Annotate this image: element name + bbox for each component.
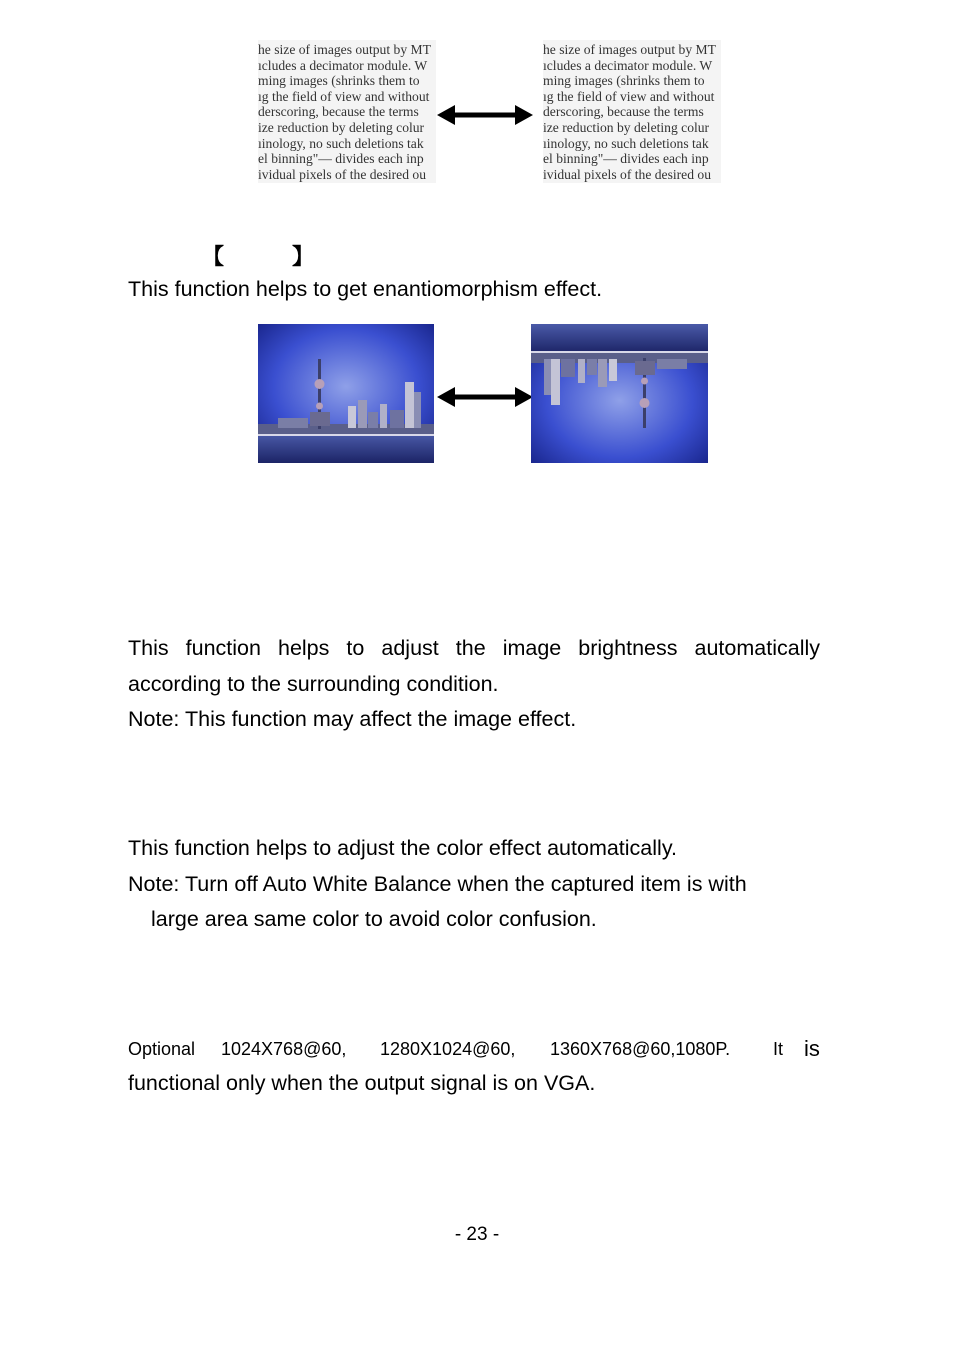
auto-brightness-line1: This function helps to adjust the image brightness automatically xyxy=(128,636,820,660)
sample-line: el binning"— divides each inp xyxy=(543,151,709,167)
city-photo-original xyxy=(258,324,434,463)
auto-brightness-note: Note: This function may affect the image effect. xyxy=(128,707,577,731)
double-arrow-icon xyxy=(437,384,533,410)
resolution-word: is xyxy=(804,1036,820,1061)
resolution-word: Optional xyxy=(128,1039,196,1059)
resolution-word: 1024X768@60, xyxy=(221,1039,347,1059)
text-sample-processed xyxy=(543,40,721,183)
sample-line: ıinology, no such deletions tak xyxy=(258,135,424,151)
auto-white-balance-note-line2: large area same color to avoid color confusion. xyxy=(151,907,597,931)
double-arrow-icon xyxy=(437,102,533,128)
resolution-line2: functional only when the output signal is on VGA. xyxy=(128,1071,596,1095)
sample-line: ividual pixels of the desired ou xyxy=(543,166,711,182)
sample-line: ividual pixels of the desired ou xyxy=(258,166,426,182)
resolution-word: 1280X1024@60, xyxy=(380,1039,516,1059)
sample-line: derscoring, because the terms xyxy=(258,104,419,120)
sample-line: ize reduction by deleting colur xyxy=(543,119,710,135)
section-bracket-open: 【 xyxy=(202,245,225,270)
auto-white-balance-note-line1: Note: Turn off Auto White Balance when the captured item is with xyxy=(128,872,747,896)
auto-brightness-line2: according to the surrounding condition. xyxy=(128,672,499,696)
sample-line: he size of images output by MT xyxy=(258,42,431,57)
sample-line: ıg the field of view and without xyxy=(258,88,430,104)
page-number: - 23 - xyxy=(454,1224,500,1245)
sample-line: ıinology, no such deletions tak xyxy=(543,135,709,151)
section-bracket-close: 】 xyxy=(292,245,315,270)
sample-line: ming images (shrinks them to xyxy=(543,73,705,89)
sample-line: ize reduction by deleting colur xyxy=(258,119,425,135)
sample-line: ming images (shrinks them to xyxy=(258,73,420,89)
text-sample-original xyxy=(258,40,436,183)
sample-line: ıcludes a decimator module. W xyxy=(543,57,713,73)
city-photo-mirrored xyxy=(531,324,708,463)
resolution-word: 1360X768@60,1080P. xyxy=(550,1039,731,1059)
sample-line: ıg the field of view and without xyxy=(543,88,715,104)
sample-line: ıcludes a decimator module. W xyxy=(258,57,428,73)
sample-line: derscoring, because the terms xyxy=(543,104,704,120)
auto-white-balance-line1: This function helps to adjust the color effect automatically. xyxy=(128,836,677,860)
sample-line: he size of images output by MT xyxy=(543,42,716,57)
resolution-word: It xyxy=(773,1039,784,1059)
sample-line: el binning"— divides each inp xyxy=(258,151,424,167)
mirror-description: This function helps to get enantiomorphism effect. xyxy=(128,277,603,301)
